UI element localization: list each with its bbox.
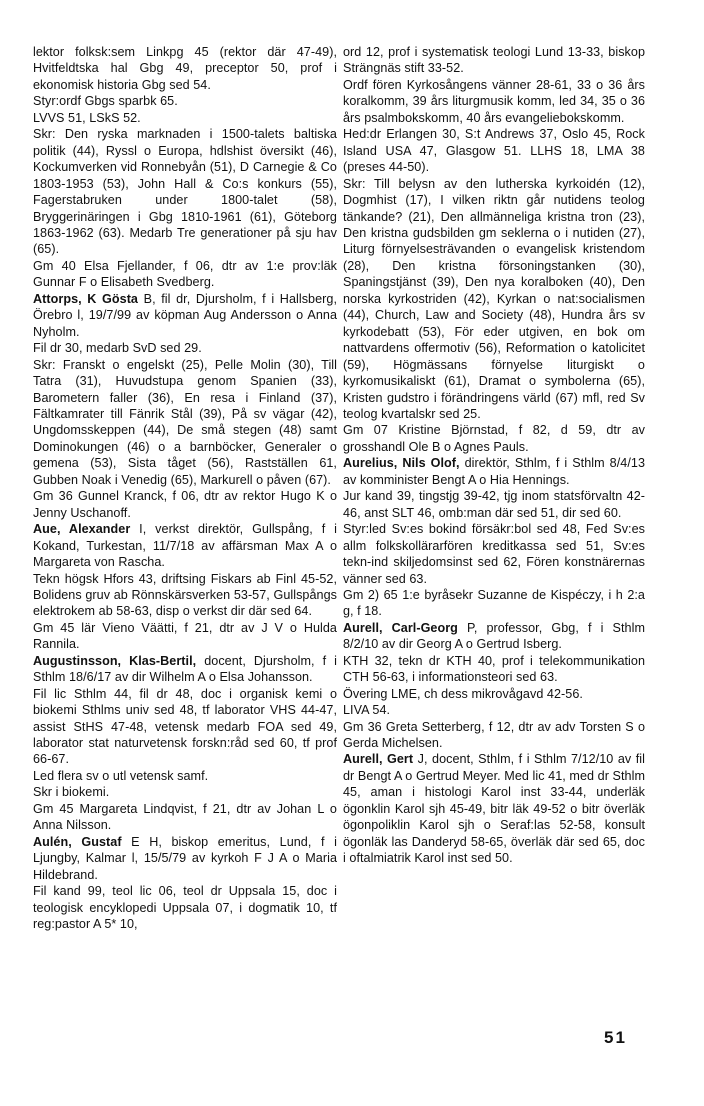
entry-paragraph — [33, 488, 337, 521]
entry-name: Aue, Alexander — [33, 522, 131, 537]
biography-entry — [343, 455, 645, 488]
left-column — [33, 44, 337, 932]
entry-paragraph — [343, 702, 645, 718]
entry-text: ord 12, prof i systematisk teologi Lund 13-33, biskop Strängnäs stift 33-52. — [343, 45, 645, 76]
entry-paragraph — [343, 77, 645, 126]
entry-paragraph — [33, 784, 337, 800]
biography-entry — [33, 291, 337, 340]
entry-paragraph — [343, 126, 645, 175]
entry-text: Gm 45 Margareta Lindqvist, f 21, dtr av Johan L o Anna Nilsson. — [33, 801, 337, 833]
entry-text: Jur kand 39, tingstjg 39-42, tjg inom statsförvaltn 42-46, anst SLT 46, omb:man där sed 51, dir sed 60. — [343, 489, 645, 520]
entry-text: lektor folksk:sem Linkpg 45 (rektor där 47-49), Hvitfeldtska hal Gbg 49, preceptor 50, prof i ekonomisk historia Gbg sed 54. — [33, 45, 337, 92]
entry-paragraph — [33, 686, 337, 768]
entry-paragraph — [33, 110, 337, 126]
entry-text: I, verkst direktör, Gullspång, f i Kokand, Turkestan, 11/7/18 av affärsman Max A o Margareta von Rascha. — [33, 522, 337, 570]
entry-paragraph — [33, 768, 337, 784]
entry-text: KTH 32, tekn dr KTH 40, prof i telekommunikation CTH 56-63, i informationsteori sed 63. — [343, 653, 645, 685]
entry-text: LIVA 54. — [343, 703, 391, 718]
entry-text: Gm 40 Elsa Fjellander, f 06, dtr av 1:e prov:läk Gunnar F o Elisabeth Svedberg. — [33, 258, 337, 290]
entry-text: J, docent, Sthlm, f i Sthlm 7/12/10 av fil dr Bengt A o Gertrud Meyer. Med lic 41, med dr Sthlm 45, aman i histologi Karol inst 33-44, underläk ögonklin Karol sjh 45-49, bitr läk 49-52 o bitr överläk ögonpoliklin Karol sjh o Seraf:las 52-58, konsult ögonläk las Danderyd 58-65, överläk där sed 65, doc i oftalmiatrik Karol inst sed 50. — [343, 752, 645, 866]
entry-text: Ordf fören Kyrkosångens vänner 28-61, 33 o 36 års koralkomm, 39 års liturgmusik komm, led 34, 35 o 36 års psalmbokskomm, 40 års evangeliebokskomm. — [343, 77, 645, 125]
right-column — [343, 44, 645, 867]
entry-name: Aurell, Gert — [343, 752, 414, 767]
entry-text: Gm 07 Kristine Björnstad, f 82, d 59, dtr av grosshandl Ole B o Agnes Pauls. — [343, 423, 645, 454]
entry-paragraph — [33, 357, 337, 489]
entry-text: docent, Djursholm, f i Sthlm 18/6/17 av dir Wilhelm A o Elsa Johansson. — [33, 653, 337, 685]
entry-text: Gm 45 lär Vieno Väätti, f 21, dtr av J V o Hulda Rannila. — [33, 620, 337, 652]
entry-paragraph — [33, 44, 337, 93]
entry-text: Gm 36 Gunnel Kranck, f 06, dtr av rektor Hugo K o Jenny Uschanoff. — [33, 489, 337, 520]
biography-entry — [33, 521, 337, 570]
entry-paragraph — [33, 126, 337, 258]
entry-text: direktör, Sthlm, f i Sthlm 8/4/13 av komminister Bengt A o Hia Hennings. — [343, 456, 645, 487]
entry-text: Skr i biokemi. — [33, 785, 110, 800]
entry-paragraph — [343, 488, 645, 521]
entry-text: Styr:led Sv:es bokind försäkr:bol sed 48, Fed Sv:es allm folkskollärarfören kreditkassa sed 51, Sv:es tekn-ind skiljedomsinst sed 62, Fören konstnärernas vänner sed 63. — [343, 522, 645, 586]
biography-entry — [33, 653, 337, 686]
entry-text: Skr: Franskt o engelskt (25), Pelle Molin (30), Till Tatra (31), Huvudstupa genom Spanien (33), Barometern faller (36), En resa i Finland (37), Fältkamrater till Fänrik Stål (39), På sv vägar (42), Ungdomsskeppen (44), De små stegen (48) samt Dominokungen (46) o a barnböcker, Generaler o gemena (53), Sista tåget (56), Rastställen 61, Gubben Noak i Venedig (65), Markurell o påven (67). — [33, 357, 337, 487]
entry-paragraph — [33, 571, 337, 620]
entry-text: LVVS 51, LSkS 52. — [33, 110, 141, 125]
entry-paragraph — [343, 176, 645, 423]
entry-paragraph — [33, 258, 337, 291]
entry-text: Tekn högsk Hfors 43, driftsing Fiskars ab Finl 45-52, Bolidens gruv ab Rönnskärsverken 53-57, Gullspångs elektrokem ab 58-63, disp o verkst dir där sed 64. — [33, 571, 337, 619]
entry-paragraph — [343, 521, 645, 587]
entry-text: Skr: Den ryska marknaden i 1500-talets baltiska politik (44), Ryssl o Europa, hdlshist översikt (46), Kockumverken vid Ronnebyån (51), D Carnegie & Co 1803-1953 (53), John Hall & Co:s konkurs (55), Fagerstabruken under 1800-talet (58), Bryggerinäringen i Gbg 1810-1961 (61), Göteborg 1863-1962 (63). Medarb Tre generationer på sju hav (65). — [33, 127, 337, 257]
entry-paragraph — [343, 719, 645, 752]
entry-paragraph — [33, 620, 337, 653]
entry-text: Styr:ordf Gbgs sparbk 65. — [33, 94, 178, 109]
entry-text: Gm 36 Greta Setterberg, f 12, dtr av adv Torsten S o Gerda Michelsen. — [343, 719, 645, 751]
entry-paragraph — [33, 883, 337, 932]
biography-entry — [343, 751, 645, 866]
entry-text: Gm 2) 65 1:e byråsekr Suzanne de Kispéczy, i h 2:a g, f 18. — [343, 587, 645, 619]
entry-paragraph — [343, 653, 645, 686]
entry-text: Skr: Till belysn av den lutherska kyrkoidén (12), Dogmhist (17), I vilken riktn går nutidens teolog tänkande? (21), Den allmänneliga kristna tron (23), Den kristna gudsbilden gm seklerna o i nutiden (27), Liturg förnyelsesträvanden o evangelisk kristendom (28), Den kristna försoningstanken (30), Spaningstjänst (39), Den nya koralboken (40), Den norska kyrkostriden (42), Kyrkan o nat:socialismen (44), Church, Law and Society (48), Hundra års sv kyrkodebatt (53), För eder utgiven, en bok om nattvardens offermotiv (56), Reformation o katolicitet (59), Högmässans förnyelse liturgiskt o kyrkomusikaliskt (61), Dramat o symbolerna (65), Kristen gudstro i förändringens värld (67) mfl, red Sv teolog kvartalskr sed 25. — [343, 176, 645, 421]
entry-paragraph — [33, 340, 337, 356]
entry-name: Aurell, Carl-Georg — [343, 620, 458, 635]
entry-paragraph — [33, 801, 337, 834]
page-number: 51 — [604, 1028, 627, 1047]
biography-entry — [343, 620, 645, 653]
entry-name: Aurelius, Nils Olof, — [343, 456, 460, 471]
entry-paragraph — [343, 587, 645, 620]
entry-text: Fil lic Sthlm 44, fil dr 48, doc i organisk kemi o biokemi Sthlms univ sed 48, tf laborator VHS 44-47, assist StHS 47-48, vetensk medarb FOA sed 49, laborator stat naturvetensk forskn:råd sed 60, tf prof 66-67. — [33, 686, 337, 767]
biography-entry — [33, 834, 337, 883]
entry-text: E H, biskop emeritus, Lund, f i Ljungby, Kalmar l, 15/5/79 av kyrkoh F J A o Maria Hildebrand. — [33, 834, 337, 882]
entry-text: Fil kand 99, teol lic 06, teol dr Uppsala 15, doc i teologisk encyklopedi Uppsala 07, i dogmatik 10, tf reg:pastor A 5* 10, — [33, 884, 337, 932]
entry-text: Led flera sv o utl vetensk samf. — [33, 768, 209, 783]
entry-name: Attorps, K Gösta — [33, 291, 138, 306]
entry-text: Hed:dr Erlangen 30, S:t Andrews 37, Oslo 45, Rock Island USA 47, Glasgow 51. LLHS 18, LMA 38 (preses 44-50). — [343, 127, 645, 175]
entry-paragraph — [343, 686, 645, 702]
entry-paragraph — [33, 93, 337, 109]
entry-text: Övering LME, ch dess mikrovågavd 42-56. — [343, 686, 583, 701]
entry-paragraph — [343, 44, 645, 77]
entry-name: Augustinsson, Klas-Bertil, — [33, 653, 197, 668]
entry-text: B, fil dr, Djursholm, f i Hallsberg, Örebro l, 19/7/99 av köpman Aug Andersson o Anna Nyholm. — [33, 291, 337, 339]
entry-text: P, professor, Gbg, f i Sthlm 8/2/10 av dir Georg A o Gertrud Isberg. — [343, 620, 645, 652]
entry-text: Fil dr 30, medarb SvD sed 29. — [33, 341, 202, 356]
entry-name: Aulén, Gustaf — [33, 834, 122, 849]
entry-paragraph — [343, 422, 645, 455]
